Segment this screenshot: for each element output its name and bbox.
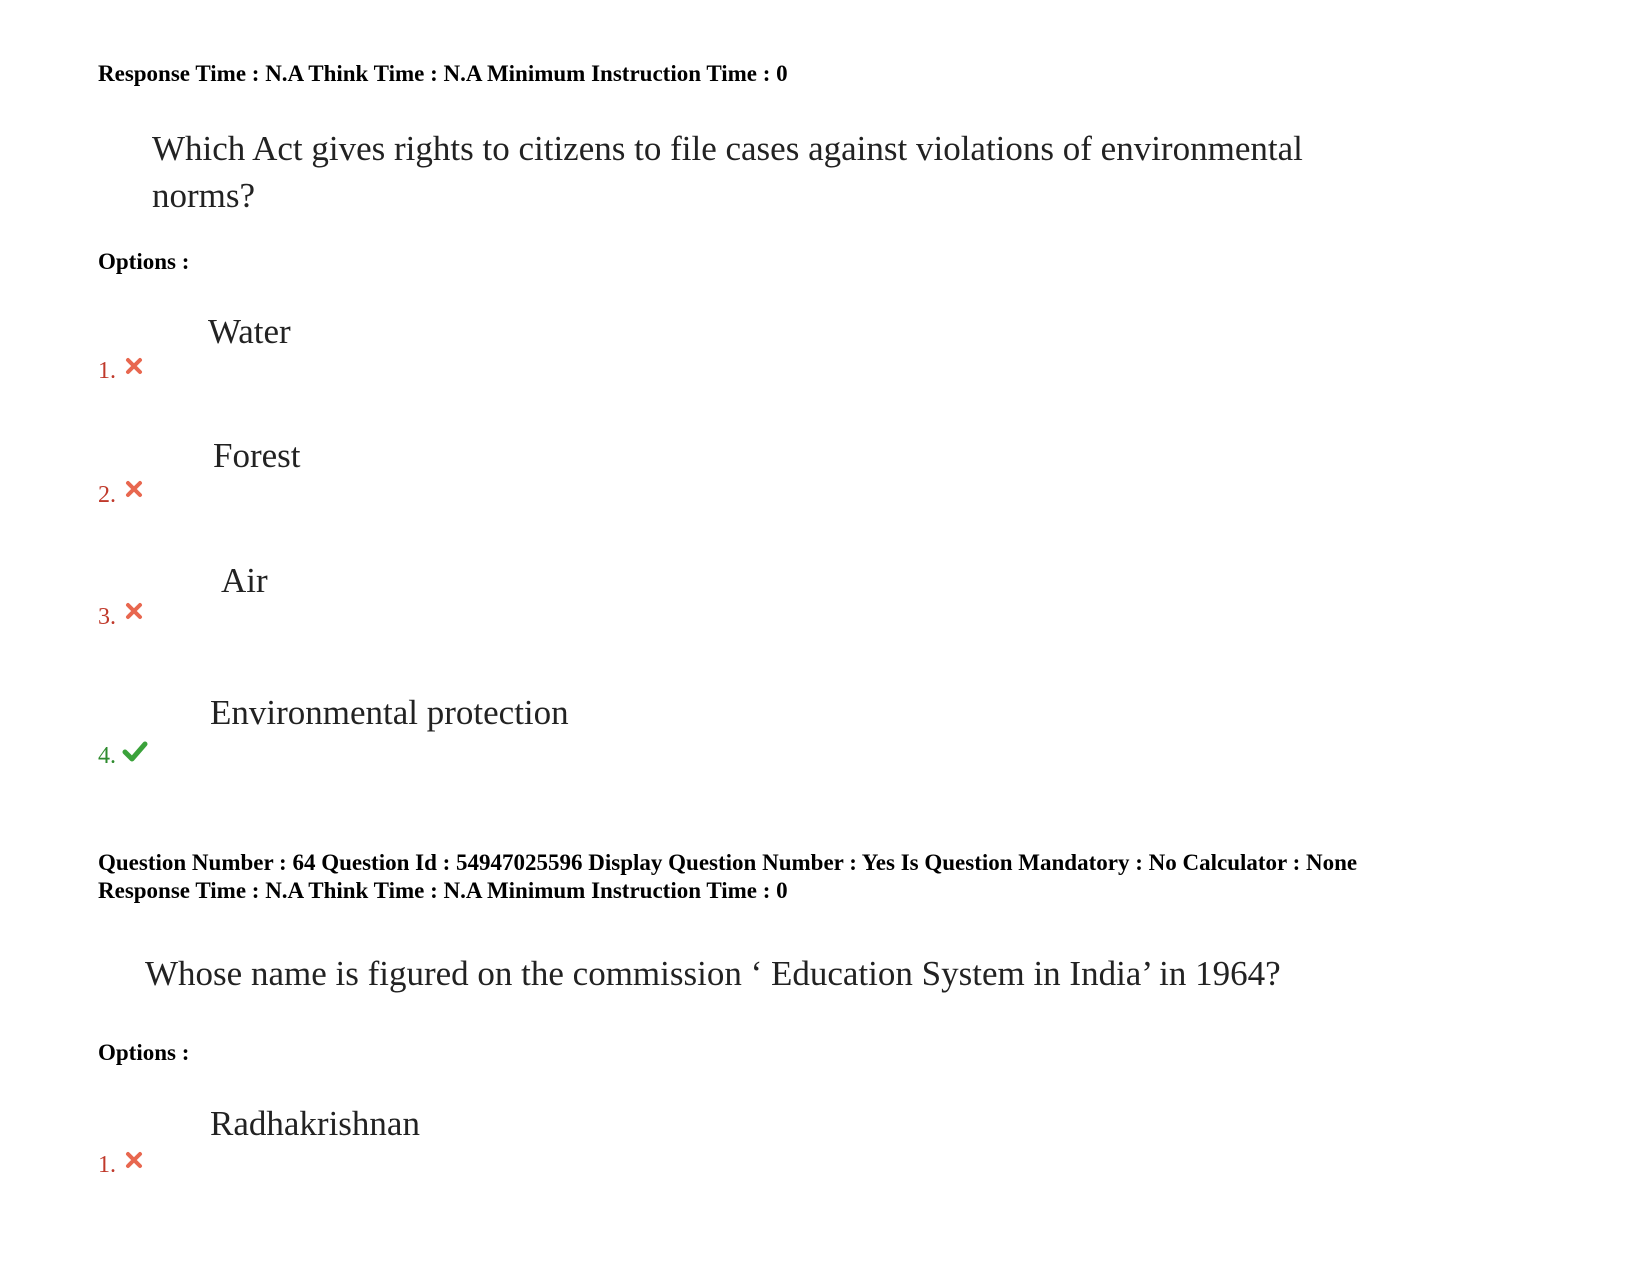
cross-icon — [124, 1150, 144, 1170]
cross-icon — [124, 479, 144, 499]
q64-option-1-text: Radhakrishnan — [210, 1104, 420, 1143]
q63-option-3-number: 3. — [98, 604, 116, 630]
q63-option-1-text: Water — [208, 312, 291, 351]
q64-option-1-number: 1. — [98, 1152, 116, 1178]
cross-icon — [124, 601, 144, 621]
q64-meta-line-1: Question Number : 64 Question Id : 54947025596 Display Question Number : Yes Is Question Mandatory : No Calculator : None — [98, 850, 1358, 875]
q63-option-4-text: Environmental protection — [210, 693, 569, 732]
q63-option-2-text: Forest — [213, 436, 301, 475]
q63-option-2-number: 2. — [98, 482, 116, 508]
cross-icon — [124, 356, 144, 376]
q63-option-3-text: Air — [221, 561, 268, 600]
q63-meta-line: Response Time : N.A Think Time : N.A Minimum Instruction Time : 0 — [98, 61, 788, 86]
q63-question-line-2: norms? — [152, 176, 256, 215]
q63-question-line-1: Which Act gives rights to citizens to file cases against violations of environmental — [152, 129, 1303, 168]
q63-option-1-number: 1. — [98, 358, 116, 384]
q64-options-label: Options : — [98, 1040, 190, 1065]
check-icon — [122, 740, 148, 762]
q63-options-label: Options : — [98, 249, 190, 274]
q64-meta-line-2: Response Time : N.A Think Time : N.A Minimum Instruction Time : 0 — [98, 878, 788, 903]
q64-question-line-1: Whose name is figured on the commission ‘ Education System in India’ in 1964? — [145, 954, 1281, 993]
q63-option-4-number: 4. — [98, 743, 116, 769]
